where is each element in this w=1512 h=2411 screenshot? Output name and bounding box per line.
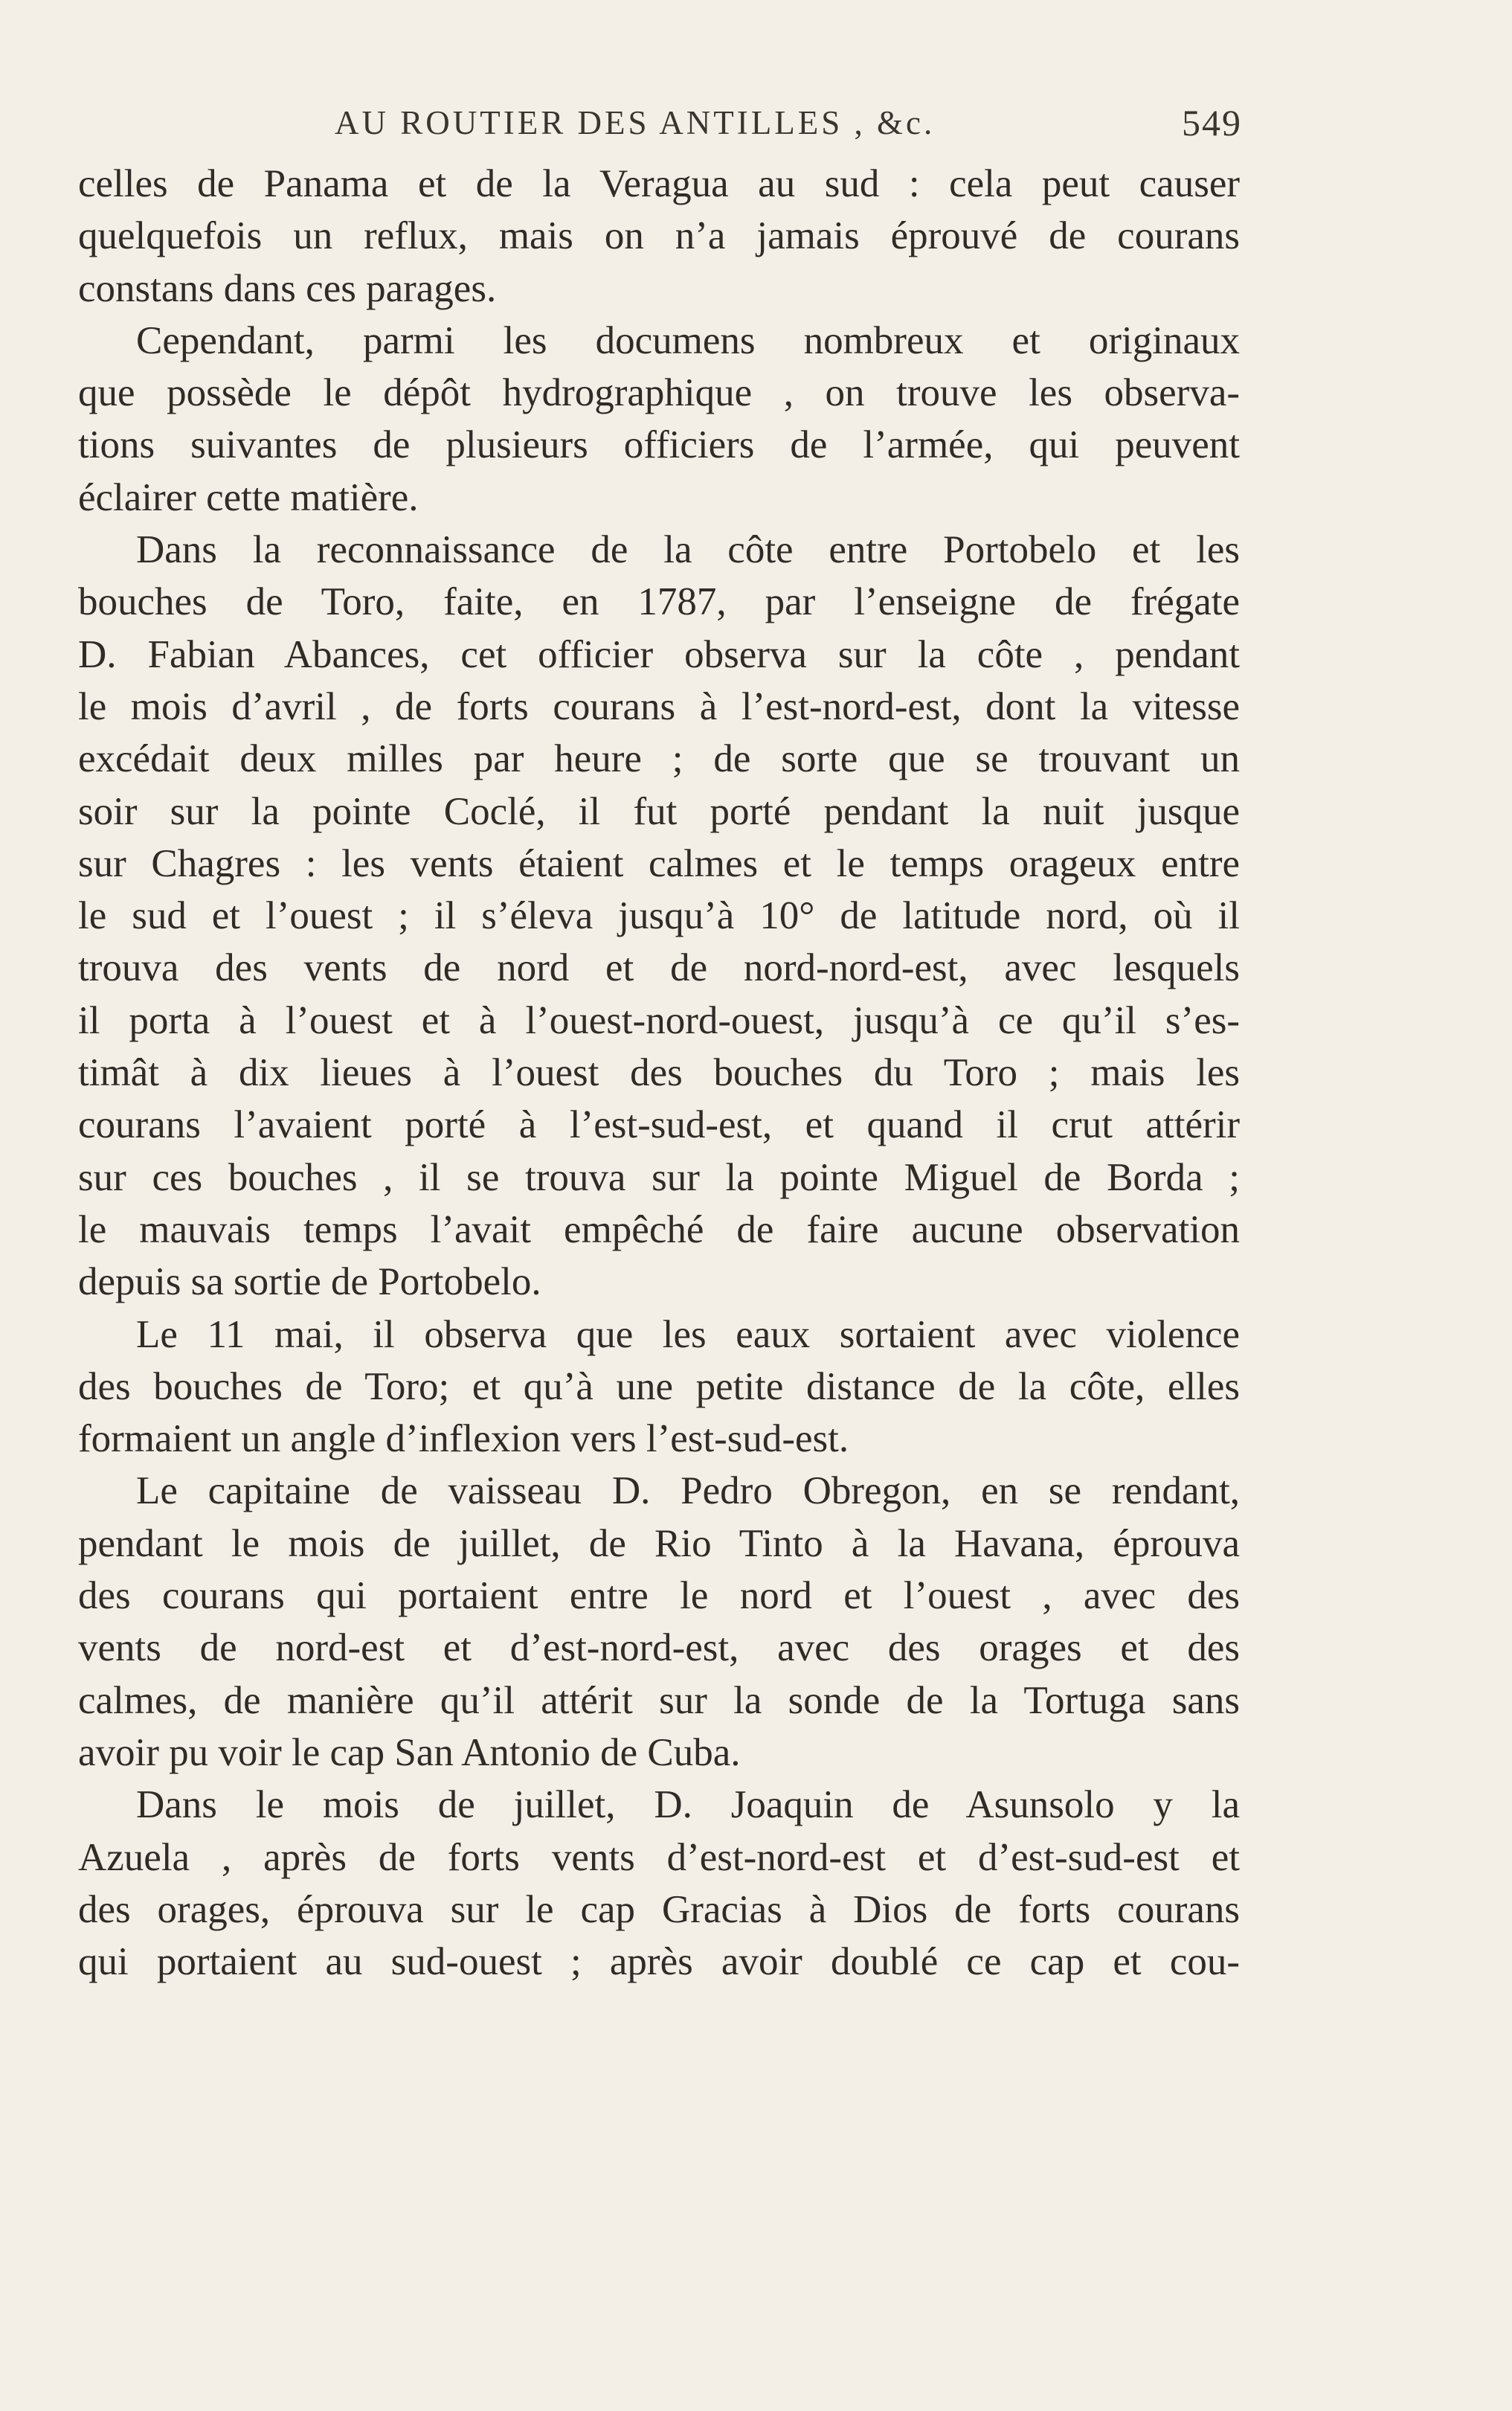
text-line: des courans qui portaient entre le nord et l’ouest , avec des	[78, 1574, 1240, 1618]
text-line: Cependant, parmi les documens nombreux et originaux	[136, 318, 1240, 362]
text-line: excédait deux milles par heure ; de sorte que se trouvant un	[78, 737, 1240, 781]
text-line: D. Fabian Abances, cet officier observa sur la côte , pendant	[78, 632, 1240, 676]
text-line: Le 11 mai, il observa que les eaux sortaient avec violence	[136, 1312, 1240, 1356]
text-line: il porta à l’ouest et à l’ouest-nord-ouest, jusqu’à ce qu’il s’es-	[78, 998, 1240, 1042]
text-line: éclairer cette matière.	[78, 475, 419, 519]
running-head-title: AU ROUTIER DES ANTILLES , &c.	[335, 104, 936, 141]
text-line: Le capitaine de vaisseau D. Pedro Obregon, en se rendant,	[136, 1469, 1240, 1513]
text-line: sur Chagres : les vents étaient calmes et le temps orageux entre	[78, 841, 1240, 885]
text-line: constans dans ces parages.	[78, 266, 497, 310]
text-line: le sud et l’ouest ; il s’éleva jusqu’à 10° de latitude nord, où il	[78, 894, 1240, 938]
text-line: quelquefois un reflux, mais on n’a jamais éprouvé de courans	[78, 214, 1240, 258]
text-line: des orages, éprouva sur le cap Gracias à Dios de forts courans	[78, 1887, 1240, 1931]
text-line: timât à dix lieues à l’ouest des bouches du Toro ; mais les	[78, 1051, 1240, 1095]
text-line: pendant le mois de juillet, de Rio Tinto à la Havana, éprouva	[78, 1521, 1240, 1565]
text-line: bouches de Toro, faite, en 1787, par l’enseigne de frégate	[78, 580, 1240, 624]
text-line: le mois d’avril , de forts courans à l’est-nord-est, dont la vitesse	[78, 684, 1240, 728]
text-line: des bouches de Toro; et qu’à une petite distance de la côte, elles	[78, 1364, 1240, 1408]
body-text	[78, 158, 1240, 1988]
text-line: avoir pu voir le cap San Antonio de Cuba.	[78, 1730, 741, 1774]
text-line: que possède le dépôt hydrographique , on trouve les observa-	[78, 371, 1240, 415]
text-line: vents de nord-est et d’est-nord-est, avec des orages et des	[78, 1626, 1240, 1670]
text-line: tions suivantes de plusieurs officiers de l’armée, qui peuvent	[78, 423, 1240, 467]
text-line: formaient un angle d’inflexion vers l’est-sud-est.	[78, 1417, 849, 1461]
text-line: celles de Panama et de la Veragua au sud : cela peut causer	[78, 162, 1240, 205]
text-line: courans l’avaient porté à l’est-sud-est, et quand il crut attérir	[78, 1103, 1240, 1147]
text-line: Dans la reconnaissance de la côte entre Portobelo et les	[136, 528, 1240, 572]
text-line: trouva des vents de nord et de nord-nord-est, avec lesquels	[78, 946, 1240, 990]
text-line: Dans le mois de juillet, D. Joaquin de Asunsolo y la	[136, 1783, 1240, 1827]
text-line: calmes, de manière qu’il attérit sur la sonde de la Tortuga sans	[78, 1678, 1240, 1722]
page-number: 549	[1182, 102, 1242, 144]
text-line: depuis sa sortie de Portobelo.	[78, 1260, 541, 1304]
text-line: le mauvais temps l’avait empêché de faire aucune observation	[78, 1207, 1240, 1251]
text-line: soir sur la pointe Coclé, il fut porté pendant la nuit jusque	[78, 789, 1240, 833]
text-line: qui portaient au sud-ouest ; après avoir doublé ce cap et cou-	[78, 1940, 1240, 1984]
text-line: Azuela , après de forts vents d’est-nord-est et d’est-sud-est et	[78, 1835, 1240, 1879]
running-head	[335, 97, 1242, 149]
text-line: sur ces bouches , il se trouva sur la pointe Miguel de Borda ;	[78, 1155, 1240, 1199]
